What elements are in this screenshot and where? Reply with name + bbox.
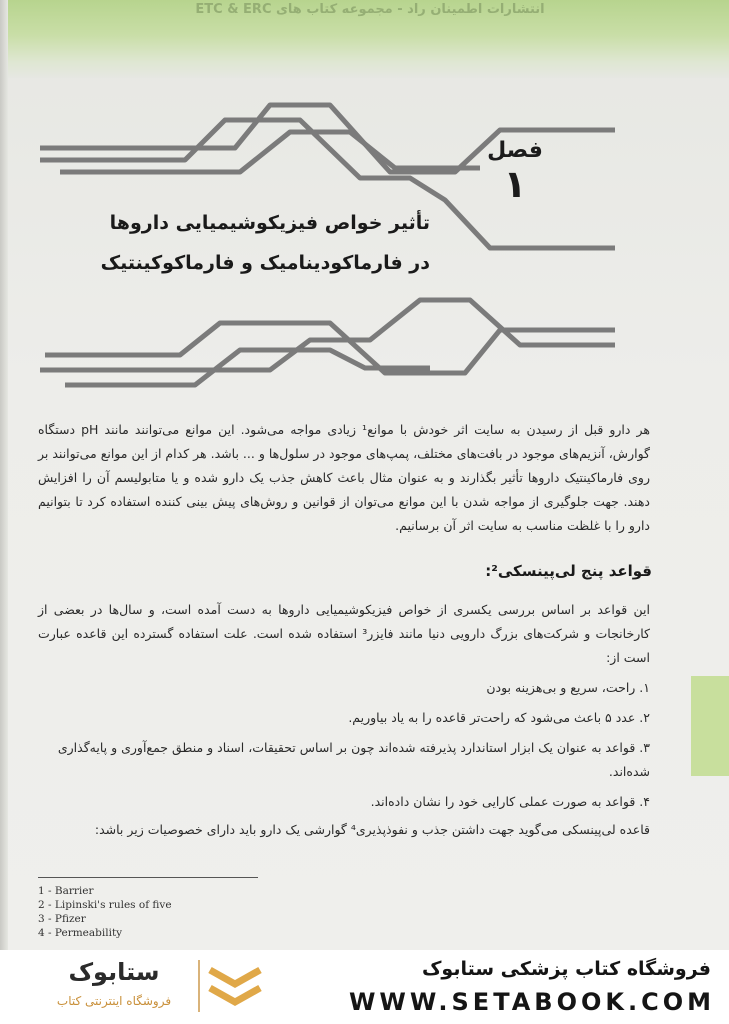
setabook-logo-text: ستابوک (68, 958, 160, 986)
chapter-number: ۱ (503, 162, 527, 206)
logo-divider (198, 960, 200, 1012)
section-paragraph: این قواعد بر اساس بررسی یکسری از خواص فیزیکوشیمیایی داروها به دست آمده است، و سال‌ها در بعضی از کارخانجات و شرکت‌های بزرگ دارویی دنیا مانند فایزر³ استفاده شده است. علت استفاده گسترده این قاعده عبارت است از: (38, 602, 650, 665)
footnote: 3 - Pfizer (38, 913, 86, 925)
footnote: 4 - Permeability (38, 927, 123, 939)
chapter-decoration-lines (0, 0, 729, 400)
section-heading: قواعد پنج لی‌پینسکی²: (485, 562, 652, 580)
deco-line-3 (60, 132, 480, 172)
list-item: ۴. قواعد به صورت عملی کارایی خود را نشان داده‌اند. (370, 794, 650, 809)
chapter-title-line-1: تأثیر خواص فیزیکوشیمیایی داروها (109, 212, 430, 234)
store-footer-banner (0, 950, 729, 1024)
footnote-divider (38, 877, 258, 878)
intro-paragraph: هر دارو قبل از رسیدن به سایت اثر خودش با موانع¹ زیادی مواجه می‌شود. این موانع می‌توانند مانند pH دستگاه گوارش، آنزیم‌های موجود در بافت‌های مختلف، پمپ‌های موجود در سلول‌ها و ... باشد. هر کدام از این موانع می‌توانند بر روی فارماکینتیک داروها تأثیر بگذارند و به عنوان مثال باعث کاهش جذب یک دارو شده و یا متابولیسم آن را افزایش دهند. جهت جلوگیری از مواجه شدن با این موانع می‌توان از قوانین و روش‌های پیش بینی کننده استفاده کرد تا بتوانیم دارو را با غلظت مناسب به سایت اثر آن برسانیم. (38, 422, 651, 533)
footnote: 2 - Lipinski's rules of five (38, 899, 172, 911)
list-item: ۱. راحت، سریع و بی‌هزینه بودن (486, 680, 650, 695)
list-item: ۲. عدد ۵ باعث می‌شود که راحت‌تر قاعده را به یاد بیاوریم. (348, 710, 650, 725)
chapter-label: فصل (487, 138, 543, 163)
store-name: فروشگاه کتاب پزشکی ستابوک (421, 958, 711, 980)
setabook-logo-subtitle: فروشگاه اینترنتی کتاب (56, 994, 172, 1008)
footnote: 1 - Barrier (38, 885, 94, 897)
running-header: انتشارات اطمینان راد - مجموعه کتاب های ETC & ERC (195, 2, 545, 17)
deco-line-5 (40, 300, 615, 370)
side-green-tab (691, 676, 729, 776)
chapter-title-line-2: در فارماکودینامیک و فارماکوکینتیک (100, 252, 430, 274)
chevron-logo-icon (206, 964, 264, 1010)
list-item: ۳. قواعد به عنوان یک ابزار استاندارد پذیرفته شده‌اند چون بر اساس تحقیقات، اسناد و منطق جمع‌آوری و پایه‌گذاری شده‌اند. (57, 740, 650, 779)
store-url[interactable]: WWW.SETABOOK.COM (348, 988, 715, 1016)
footnotes (38, 884, 338, 940)
closing-paragraph: قاعده لی‌پینسکی می‌گوید جهت داشتن جذب و نفوذپذیری⁴ گوارشی یک دارو باید دارای خصوصیات زیر باشد: (94, 822, 650, 837)
